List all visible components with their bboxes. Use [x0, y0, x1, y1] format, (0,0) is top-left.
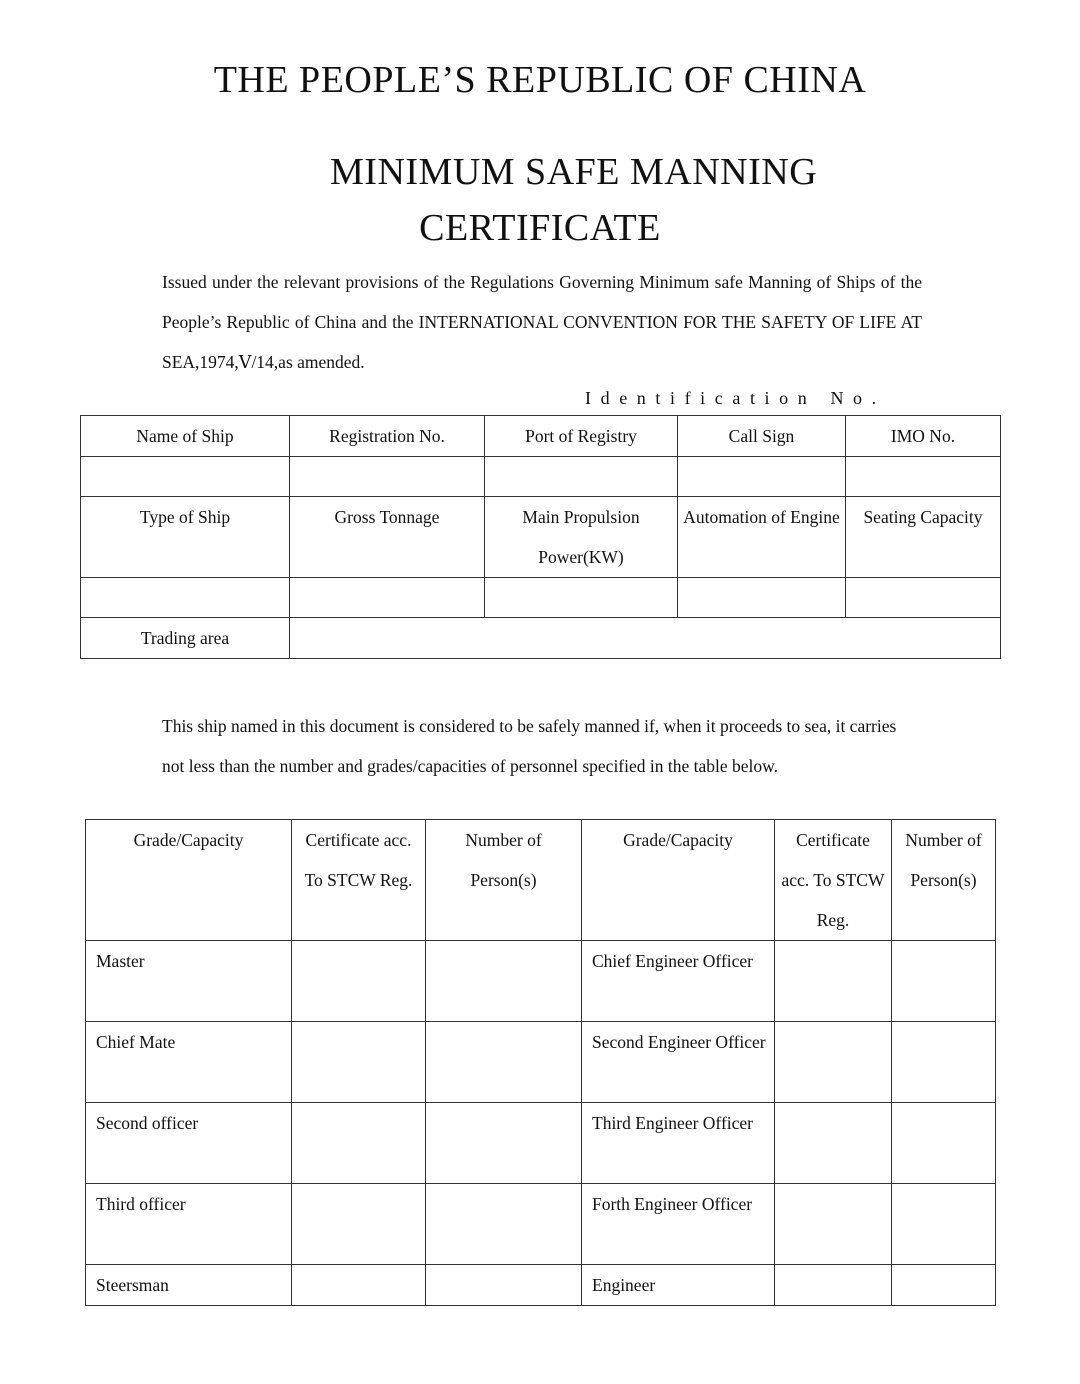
intro-paragraph: Issued under the relevant provisions of the Regulations Governing Minimum safe Manning of Ships of the People’s Republic of China and the INTERNATIONAL CONVENTION FOR THE SAFETY OF LIFE AT SEA,1974,Ⅴ/14,as amended.: [162, 272, 922, 372]
header-registration-no: Registration No.: [290, 416, 485, 457]
ship-value-row-1: [81, 457, 1001, 497]
table-row: [86, 941, 996, 1022]
certificate-cell[interactable]: [292, 1022, 426, 1103]
header-deck-persons: Number of Person(s): [426, 820, 582, 941]
header-name-of-ship: Name of Ship: [81, 416, 290, 457]
persons-cell[interactable]: [892, 1265, 996, 1306]
persons-cell[interactable]: [892, 1184, 996, 1265]
ship-header-row-2: [81, 497, 1001, 578]
table-row: [86, 1103, 996, 1184]
identification-number-label: Identification No.: [585, 388, 886, 408]
persons-cell[interactable]: [426, 1184, 582, 1265]
certificate-cell[interactable]: [292, 941, 426, 1022]
country-heading: THE PEOPLE’S REPUBLIC OF CHINA: [213, 59, 867, 101]
value-main-propulsion-power[interactable]: [485, 578, 678, 618]
header-engine-certificate: Certificate acc. To STCW Reg.: [775, 820, 892, 941]
header-seating-capacity: Seating Capacity: [846, 497, 1001, 578]
table-row: [86, 1022, 996, 1103]
persons-cell[interactable]: [426, 1265, 582, 1306]
manning-statement: This ship named in this document is considered to be safely manned if, when it proceeds to sea, it carries not less than the number and grades/capacities of personnel specified in the table below.: [162, 716, 897, 776]
table-row: [86, 1184, 996, 1265]
certificate-cell[interactable]: [775, 1265, 892, 1306]
persons-cell[interactable]: [426, 941, 582, 1022]
header-gross-tonnage: Gross Tonnage: [290, 497, 485, 578]
header-main-propulsion-power: Main Propulsion Power(KW): [485, 497, 678, 578]
header-port-of-registry: Port of Registry: [485, 416, 678, 457]
value-automation-of-engine[interactable]: [678, 578, 846, 618]
certificate-cell[interactable]: [775, 1022, 892, 1103]
certificate-title-line2: CERTIFICATE: [419, 207, 661, 249]
manning-header-row: [86, 820, 996, 941]
value-name-of-ship[interactable]: [81, 457, 290, 497]
header-engine-grade: Grade/Capacity: [582, 820, 775, 941]
table-row: [86, 1265, 996, 1306]
persons-cell[interactable]: [892, 941, 996, 1022]
certificate-cell[interactable]: [775, 1184, 892, 1265]
persons-cell[interactable]: [426, 1103, 582, 1184]
grade-engineer: Engineer: [582, 1265, 775, 1306]
header-deck-certificate: Certificate acc. To STCW Reg.: [292, 820, 426, 941]
grade-steersman: Steersman: [86, 1265, 292, 1306]
header-call-sign: Call Sign: [678, 416, 846, 457]
header-deck-grade: Grade/Capacity: [86, 820, 292, 941]
persons-cell[interactable]: [426, 1022, 582, 1103]
value-call-sign[interactable]: [678, 457, 846, 497]
value-registration-no[interactable]: [290, 457, 485, 497]
persons-cell[interactable]: [892, 1022, 996, 1103]
value-port-of-registry[interactable]: [485, 457, 678, 497]
header-imo-no: IMO No.: [846, 416, 1001, 457]
trading-area-label: Trading area: [81, 618, 290, 659]
ship-header-row-1: [81, 416, 1001, 457]
trading-area-value[interactable]: [290, 618, 1001, 659]
certificate-title-line1: MINIMUM SAFE MANNING: [330, 151, 818, 193]
value-seating-capacity[interactable]: [846, 578, 1001, 618]
ship-particulars-table: [80, 415, 1001, 659]
manning-table: [85, 819, 996, 1306]
grade-third-engineer-officer: Third Engineer Officer: [582, 1103, 775, 1184]
grade-second-officer: Second officer: [86, 1103, 292, 1184]
certificate-cell[interactable]: [775, 1103, 892, 1184]
grade-master: Master: [86, 941, 292, 1022]
value-imo-no[interactable]: [846, 457, 1001, 497]
ship-value-row-2: [81, 578, 1001, 618]
header-engine-persons: Number of Person(s): [892, 820, 996, 941]
header-type-of-ship: Type of Ship: [81, 497, 290, 578]
value-gross-tonnage[interactable]: [290, 578, 485, 618]
certificate-cell[interactable]: [292, 1103, 426, 1184]
grade-second-engineer-officer: Second Engineer Officer: [582, 1022, 775, 1103]
certificate-cell[interactable]: [292, 1265, 426, 1306]
grade-third-officer: Third officer: [86, 1184, 292, 1265]
certificate-cell[interactable]: [292, 1184, 426, 1265]
value-type-of-ship[interactable]: [81, 578, 290, 618]
grade-chief-mate: Chief Mate: [86, 1022, 292, 1103]
persons-cell[interactable]: [892, 1103, 996, 1184]
grade-forth-engineer-officer: Forth Engineer Officer: [582, 1184, 775, 1265]
header-automation-of-engine: Automation of Engine: [678, 497, 846, 578]
certificate-cell[interactable]: [775, 941, 892, 1022]
grade-chief-engineer-officer: Chief Engineer Officer: [582, 941, 775, 1022]
trading-area-row: [81, 618, 1001, 659]
